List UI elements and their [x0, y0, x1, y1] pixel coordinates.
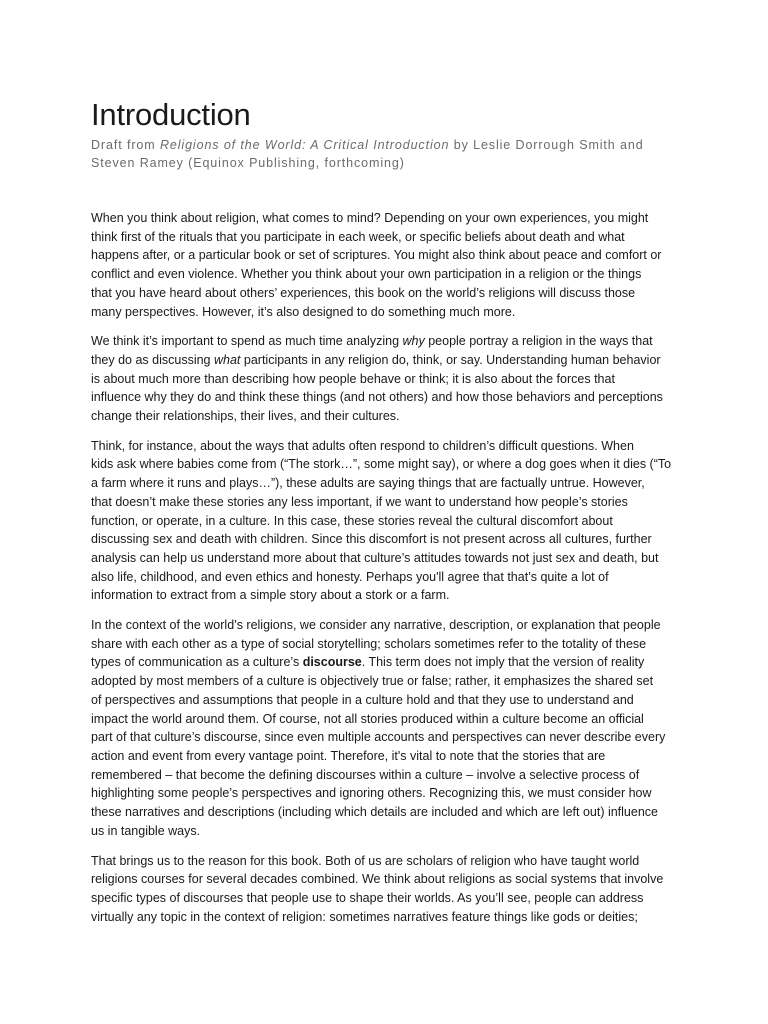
- text-line: impact the world around them. Of course, not all stories produced within a culture become an official: [91, 711, 644, 726]
- text-line: function, or operate, in a culture. In this case, these stories reveal the cultural discomfort about: [91, 513, 613, 528]
- subtitle-book-title: Religions of the World: A Critical Introduction: [159, 138, 450, 152]
- text-line: analysis can help us understand more about that culture’s attitudes towards not just sex and death, but: [91, 550, 659, 565]
- text-line: In the context of the world’s religions, we consider any narrative, description, or explanation that people: [91, 618, 661, 633]
- text-line: think first of the rituals that you participate in each week, or specific beliefs about death and what: [91, 229, 625, 244]
- text-line: part of that culture’s discourse, since even multiple accounts and perspectives can never describe every: [91, 730, 666, 745]
- text-line: Think, for instance, about the ways that adults often respond to children’s difficult questions. When: [91, 438, 634, 453]
- text-line: these narratives and descriptions (including which details are included and which are left out) influence: [91, 805, 658, 820]
- text-run: people portray a religion in the ways that: [424, 334, 653, 349]
- subtitle-line-2: Steven Ramey (Equinox Publishing, forthcoming): [91, 156, 405, 170]
- text-line: also life, childhood, and even ethics and honesty. Perhaps you'll agree that that’s quite a lot of: [91, 569, 609, 584]
- text-line: discussing sex and death with children. Since this discomfort is not present across all cultures, further: [91, 532, 652, 547]
- text-run: . This term does not imply that the version of reality: [361, 655, 645, 670]
- emphasis-what: what: [214, 352, 241, 367]
- text-line: action and event from every vantage point. Therefore, it's vital to note that the stories that are: [91, 748, 606, 763]
- text-line: of perspectives and assumptions that people in a culture hold and that they use to understand and: [91, 692, 634, 707]
- paragraph-2: [91, 332, 681, 426]
- text-line: that doesn’t make these stories any less important, if we want to understand how people’s stories: [91, 494, 628, 509]
- text-line: When you think about religion, what comes to mind? Depending on your own experiences, you might: [91, 211, 649, 225]
- paragraph-1: [91, 209, 681, 321]
- text-line: us in tangible ways.: [91, 823, 201, 838]
- text-line: [91, 351, 681, 370]
- text-line: remembered – that become the defining discourses within a culture – involve a selective process of: [91, 767, 640, 782]
- text-line: kids ask where babies come from (“The stork…”, some might say), or where a dog goes when it dies (“To: [91, 457, 672, 472]
- text-line: influence why they do and think these things (and not others) and how those behaviors and perceptions: [91, 390, 663, 405]
- text-line: conflict and even violence. Whether you think about your own participation in a religion or the things: [91, 267, 642, 282]
- emphasis-why: why: [402, 334, 425, 349]
- text-line: happens after, or a particular book or set of scriptures. You might also think about peace and comfort or: [91, 248, 662, 263]
- text-line: change their relationships, their lives, and their cultures.: [91, 409, 400, 424]
- subtitle-prefix: Draft from: [91, 138, 160, 152]
- text-run: We think it’s important to spend as much time analyzing: [91, 334, 403, 349]
- text-line: highlighting some people’s perspectives and ignoring others. Recognizing this, we must consider how: [91, 786, 652, 801]
- page-title: Introduction: [91, 97, 251, 132]
- bold-term-discourse: discourse: [302, 655, 362, 670]
- page-subtitle: [91, 136, 691, 172]
- text-run: types of communication as a culture’s: [91, 655, 303, 670]
- text-line: share with each other as a type of social storytelling; scholars sometimes refer to the totality of these: [91, 636, 647, 651]
- text-run: participants in any religion do, think, or say. Understanding human behavior: [240, 352, 661, 367]
- text-line: information to extract from a simple story about a stork or a farm.: [91, 588, 450, 603]
- document-body: [91, 209, 681, 937]
- text-line: religions courses for several decades combined. We think about religions as social systems that involve: [91, 872, 664, 887]
- paragraph-4: [91, 616, 681, 840]
- text-line: is about much more than describing how people behave or think; it is also about the forces that: [91, 371, 615, 386]
- text-line: a farm where it runs and plays…”), these adults are saying things that are factually untrue. However,: [91, 476, 645, 491]
- text-line: specific types of discourses that people use to shape their worlds. As you’ll see, people can address: [91, 890, 644, 905]
- text-line: adopted by most members of a culture is objectively true or false; rather, it emphasizes the shared set: [91, 674, 654, 689]
- text-line: virtually any topic in the context of religion: sometimes narratives feature things like gods or deities;: [91, 909, 638, 924]
- text-run: they do as discussing: [91, 352, 214, 367]
- text-line: [91, 653, 681, 672]
- text-line: That brings us to the reason for this book. Both of us are scholars of religion who have taught world: [91, 853, 640, 868]
- paragraph-3: [91, 437, 681, 605]
- text-line: [91, 332, 681, 351]
- subtitle-suffix: by Leslie Dorrough Smith and: [449, 138, 644, 152]
- paragraph-5: [91, 852, 681, 927]
- text-line: many perspectives. However, it’s also designed to do something much more.: [91, 304, 516, 319]
- text-line: that you have heard about others’ experiences, this book on the world’s religions will discuss those: [91, 285, 636, 300]
